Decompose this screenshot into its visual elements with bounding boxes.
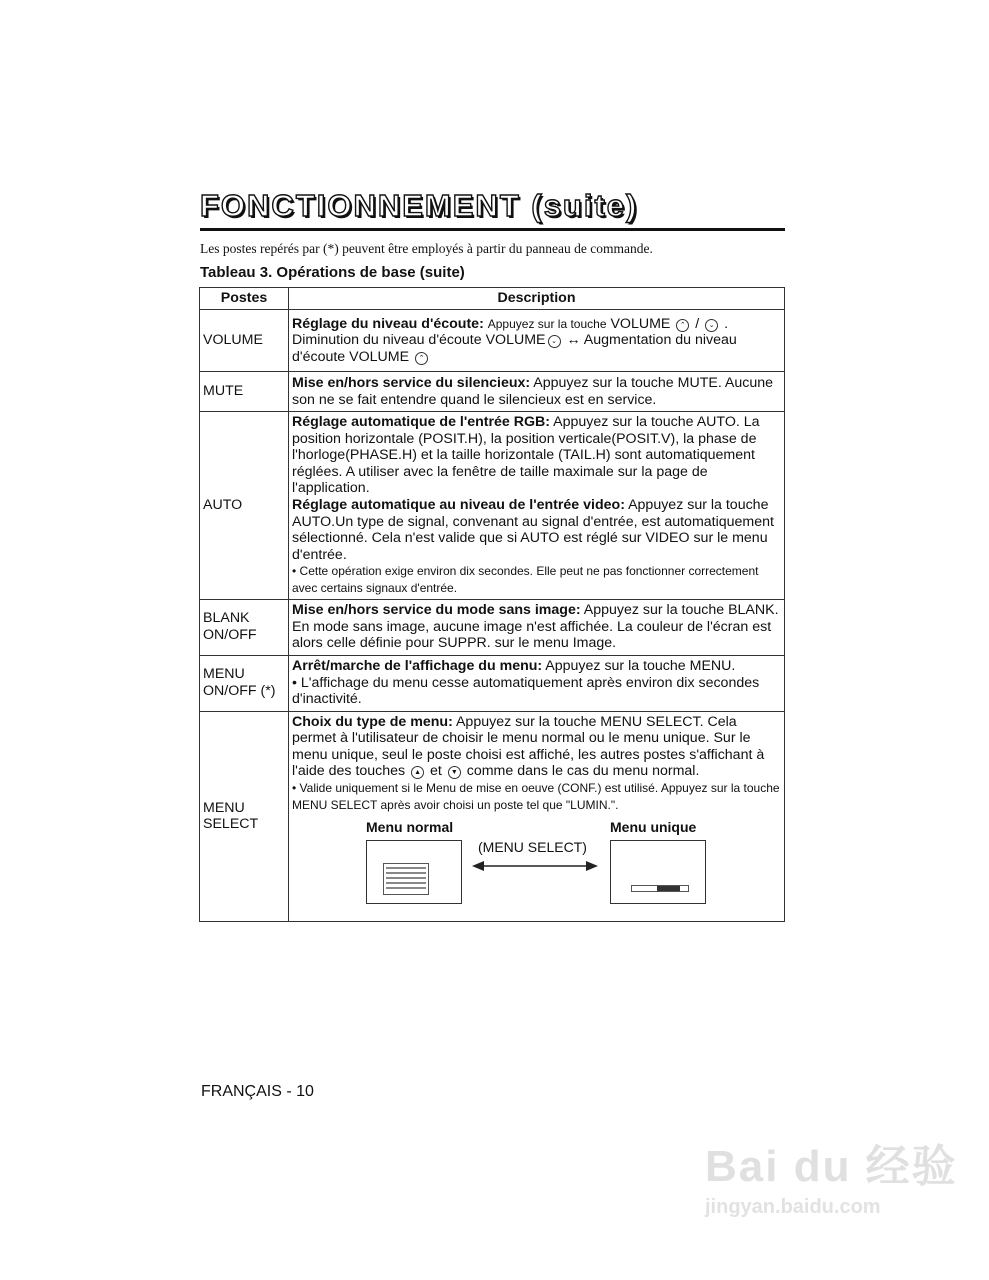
volume-text-4: Diminution du niveau d'écoute VOLUME [292, 332, 546, 349]
volume-text-5: ↔ Augmentation du niveau d'écoute VOLUME [292, 332, 737, 365]
volume-text-2: / [691, 315, 704, 332]
desc-menu-select [289, 711, 785, 922]
desc-blank [289, 599, 785, 655]
header-description: Description [289, 288, 785, 310]
title-rule [200, 228, 785, 231]
menu-unique-screen [610, 840, 706, 904]
table-header-row [200, 288, 785, 310]
text-mute: Appuyez sur la touche MUTE. Aucune son ne se fait entendre quand le silencieux est en service. [292, 374, 774, 408]
table-row [200, 412, 785, 600]
table-caption: Tableau 3. Opérations de base (suite) [200, 264, 465, 281]
post-auto: AUTO [200, 412, 289, 600]
illus-label-menu-select: (MENU SELECT) [478, 839, 587, 856]
post-blank: BLANK ON/OFF [200, 599, 289, 655]
arrow-down-icon: ▼ [448, 766, 461, 779]
text-auto-video: Appuyez sur la touche AUTO.Un type de signal, convenant au signal d'entrée, est automatiquement sélectionné. Cela n'est valide que si AUTO est réglé sur VIDEO sur le menu d'entrée. [292, 496, 774, 563]
volume-up-icon-2: ⌃ [415, 352, 428, 365]
bullet-menu: • L'affichage du menu cesse automatiquement après environ dix secondes d'inactivité. [292, 674, 760, 708]
watermark-url: jingyan.baidu.com [705, 1196, 881, 1218]
text-menu-select-3: comme dans le cas du menu normal. [462, 763, 700, 780]
intro-text: Les postes repérés par (*) peuvent être employés à partir du panneau de commande. [200, 241, 653, 256]
double-arrow-icon [470, 859, 600, 873]
table-row [200, 372, 785, 412]
label-mute: Mise en/hors service du silencieux: [292, 374, 531, 391]
watermark [705, 1130, 958, 1219]
table-row [200, 599, 785, 655]
volume-down-icon-2: ⌄ [548, 335, 561, 348]
desc-menu [289, 655, 785, 711]
text-menu: Appuyez sur la touche MENU. [542, 658, 736, 675]
menu-select-illustration [292, 819, 781, 919]
post-menu-select: MENU SELECT [200, 711, 289, 922]
illus-label-normal: Menu normal [366, 819, 454, 836]
operations-table [199, 287, 785, 922]
page-title: FONCTIONNEMENT (suite) [200, 188, 639, 223]
volume-down-icon: ⌄ [705, 319, 718, 332]
table-row [200, 310, 785, 372]
label-volume: Réglage du niveau d'écoute: [292, 315, 484, 332]
header-postes: Postes [200, 288, 289, 310]
desc-mute [289, 372, 785, 412]
note-menu-select: • Valide uniquement si le Menu de mise en oeuve (CONF.) est utilisé. Appuyez sur la touche MENU SELECT après avoir choisi un poste tel que "LUMIN.". [292, 780, 780, 812]
volume-text-3: . [724, 315, 729, 332]
watermark-logo: Bai du 经验 [705, 1142, 958, 1191]
label-blank: Mise en/hors service du mode sans image: [292, 602, 581, 619]
desc-auto [289, 412, 785, 600]
desc-volume [289, 310, 785, 372]
label-menu: Arrêt/marche de l'affichage du menu: [292, 658, 543, 675]
label-auto-video: Réglage automatique au niveau de l'entrée video: [292, 496, 625, 513]
post-mute: MUTE [200, 372, 289, 412]
text-menu-select-1: Appuyez sur la touche MENU SELECT. Cela permet à l'utilisateur de choisir le menu normal ou le menu unique. Sur le menu unique, seul le poste choisi est affiché, les autres postes s'affichant à l'aide des touches [292, 713, 765, 780]
mini-menu-icon [383, 863, 429, 895]
table-row [200, 711, 785, 922]
illus-label-unique: Menu unique [610, 819, 697, 836]
mini-bar-icon [631, 885, 689, 892]
post-volume: VOLUME [200, 310, 289, 372]
volume-small-text: Appuyez sur la touche [487, 316, 607, 331]
table-row [200, 655, 785, 711]
post-menu: MENU ON/OFF (*) [200, 655, 289, 711]
arrow-up-icon: ▲ [411, 766, 424, 779]
text-menu-select-2: et [426, 763, 446, 780]
volume-up-icon: ⌃ [676, 319, 689, 332]
volume-text-1: VOLUME [610, 315, 671, 332]
text-blank: Appuyez sur la touche BLANK. En mode sans image, aucune image n'est affichée. La couleur de l'écran est alors celle définie pour SUPPR. sur le menu Image. [292, 602, 779, 652]
page-footer: FRANÇAIS - 10 [201, 1083, 314, 1100]
text-auto-rgb: Appuyez sur la touche AUTO. La position horizontale (POSIT.H), la position verticale(POSIT.V), la phase de l'horloge(PHASE.H) et la taille horizontale (TAIL.H) sont automatiquement réglées. A utiliser avec la fenêtre de taille maximale sur la page de l'application. [292, 414, 760, 497]
menu-normal-screen [366, 840, 462, 904]
note-auto: • Cette opération exige environ dix secondes. Elle peut ne pas fonctionner correctement avec certains signaux d'entrée. [292, 564, 759, 595]
label-auto-rgb: Réglage automatique de l'entrée RGB: [292, 414, 551, 430]
label-menu-select: Choix du type de menu: [292, 713, 453, 730]
